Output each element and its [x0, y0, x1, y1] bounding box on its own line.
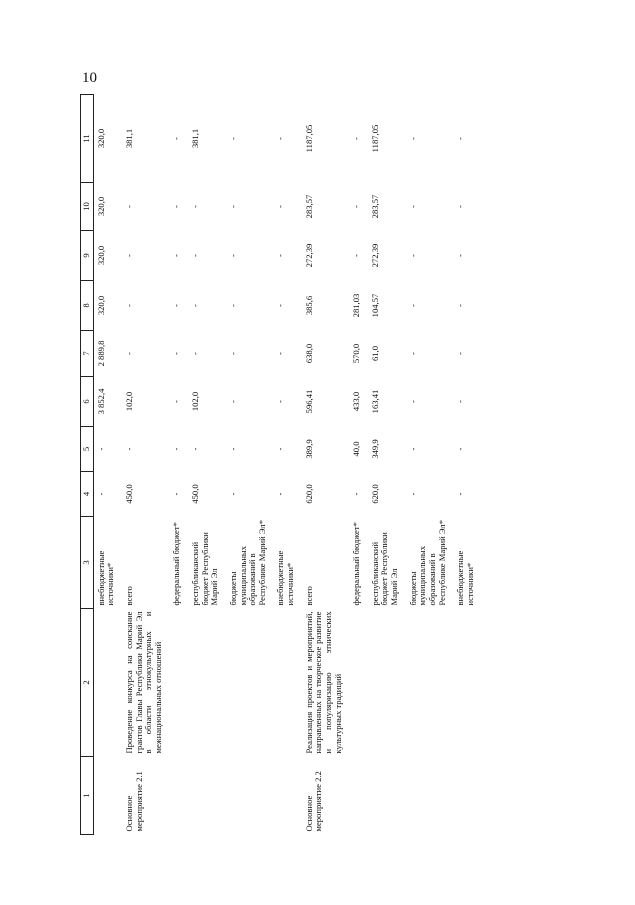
value-cell: 320,0	[95, 196, 106, 217]
value-cell: -	[227, 400, 238, 403]
rotated-table-container	[80, 95, 530, 835]
value-cell: -	[190, 447, 200, 451]
measure-name-cell	[93, 609, 122, 757]
funding-source-cell: всего	[303, 586, 314, 606]
measure-name-cell	[453, 609, 481, 757]
value-cell: -	[95, 492, 106, 496]
value-cell: 450,0	[123, 484, 134, 504]
measure-name-cell: Реализация проектов и мероприятий, направленных на творческое развитие и популяризацию этнических культурных традиций	[303, 611, 343, 754]
value-cell: -	[171, 254, 182, 257]
value-cell: 102,0	[123, 391, 134, 412]
value-cell: -	[275, 304, 286, 307]
value-cell: 320,0	[95, 245, 106, 266]
value-cell: -	[275, 137, 286, 140]
measure-name-cell	[188, 609, 226, 757]
value-cell: 1187,05	[369, 124, 380, 153]
value-cell: -	[275, 492, 286, 496]
value-cell: -	[455, 137, 466, 140]
measure-id-cell	[226, 757, 274, 835]
value-cell: -	[227, 205, 238, 208]
column-header: 9	[81, 231, 94, 281]
funding-source-cell: бюджеты муниципальных образований в Республике Марий Эл*	[407, 519, 447, 606]
value-cell: -	[351, 254, 362, 257]
funding-source-cell: внебюджетные источники*	[95, 550, 116, 606]
column-header: 6	[81, 377, 94, 427]
value-cell: -	[171, 400, 182, 403]
measure-id-cell	[368, 757, 406, 835]
value-cell: 620,0	[303, 484, 314, 504]
value-cell: 2 889,8	[95, 340, 106, 367]
value-cell: -	[171, 205, 182, 208]
value-cell: 281,03	[351, 293, 362, 318]
value-cell: 61,0	[369, 345, 380, 362]
value-cell: -	[407, 447, 418, 451]
column-header: 3	[81, 517, 94, 609]
value-cell: -	[407, 492, 418, 496]
funding-source-cell: федеральный бюджет*	[171, 522, 182, 606]
value-cell: 638,0	[303, 343, 314, 364]
value-cell: -	[227, 352, 238, 355]
measure-name-cell	[349, 609, 368, 757]
value-cell: -	[171, 352, 182, 355]
value-cell: -	[275, 254, 286, 257]
value-cell: -	[171, 304, 182, 307]
measure-id-cell: Основное мероприятие 2.2	[303, 771, 324, 832]
value-cell: -	[455, 304, 466, 307]
value-cell: -	[190, 254, 200, 257]
value-cell: 283,57	[303, 194, 314, 219]
value-cell: -	[407, 254, 418, 257]
value-cell: 104,57	[369, 293, 380, 318]
value-cell: 433,0	[351, 391, 362, 412]
value-cell: 283,57	[369, 194, 380, 219]
value-cell: -	[123, 205, 134, 208]
table-row	[188, 95, 226, 835]
column-header: 7	[81, 331, 94, 377]
funding-source-cell: всего	[123, 586, 134, 606]
value-cell: 163,41	[369, 389, 380, 414]
value-cell: -	[407, 205, 418, 208]
table-row	[226, 95, 274, 835]
value-cell: -	[123, 304, 134, 307]
value-cell: -	[190, 352, 200, 355]
measure-name-cell	[406, 609, 454, 757]
value-cell: 620,0	[369, 484, 380, 504]
value-cell: -	[190, 304, 200, 307]
funding-source-cell: бюджеты муниципальных образований в Республике Марий Эл*	[227, 519, 267, 606]
value-cell: 1187,05	[303, 124, 314, 153]
value-cell: -	[351, 492, 362, 496]
value-cell: -	[275, 352, 286, 355]
value-cell: 349,9	[369, 439, 380, 459]
value-cell: 381,1	[190, 128, 200, 149]
table-body	[93, 95, 481, 835]
measure-id-cell	[169, 757, 188, 835]
value-cell: -	[455, 492, 466, 496]
column-header: 10	[81, 183, 94, 231]
table-row	[273, 95, 301, 835]
value-cell: -	[455, 352, 466, 355]
value-cell: -	[407, 137, 418, 140]
value-cell: -	[227, 304, 238, 307]
value-cell: 320,0	[95, 295, 106, 316]
value-cell: -	[227, 254, 238, 257]
value-cell: -	[171, 492, 182, 496]
table-row	[453, 95, 481, 835]
value-cell: -	[455, 205, 466, 208]
measure-id-cell	[188, 757, 226, 835]
value-cell: -	[455, 400, 466, 403]
value-cell: 40,0	[351, 441, 362, 457]
value-cell: 3 852,4	[95, 388, 106, 415]
value-cell: 102,0	[190, 391, 200, 412]
value-cell: -	[227, 447, 238, 451]
value-cell: -	[407, 304, 418, 307]
value-cell: 381,1	[123, 128, 134, 149]
value-cell: -	[123, 447, 134, 451]
measure-name-cell: Проведение конкурса на соискание грантов Главы Республики Марий Эл в области этнокультурных и межнациональных отношений	[123, 611, 163, 754]
budget-table	[80, 94, 481, 835]
value-cell: 450,0	[190, 484, 200, 504]
value-cell: 272,39	[369, 243, 380, 268]
table-row	[93, 95, 122, 835]
table-row	[349, 95, 368, 835]
value-cell: -	[275, 400, 286, 403]
funding-source-cell: республиканский бюджет Республики Марий Эл	[369, 532, 399, 606]
measure-id-cell	[93, 757, 122, 835]
value-cell: -	[123, 254, 134, 257]
measure-name-cell	[169, 609, 188, 757]
value-cell: -	[351, 137, 362, 140]
measure-id-cell	[453, 757, 481, 835]
value-cell: -	[275, 447, 286, 451]
table-row	[368, 95, 406, 835]
funding-source-cell: внебюджетные источники*	[275, 550, 295, 606]
value-cell: 596,41	[303, 389, 314, 414]
value-cell: -	[171, 447, 182, 451]
value-cell: 389,9	[303, 439, 314, 459]
column-header: 8	[81, 281, 94, 331]
measure-name-cell	[273, 609, 301, 757]
value-cell: 272,39	[303, 243, 314, 268]
column-header: 4	[81, 472, 94, 517]
measure-id-cell	[406, 757, 454, 835]
value-cell: -	[455, 254, 466, 257]
value-cell: 385,6	[303, 295, 314, 316]
table-row	[302, 95, 350, 835]
value-cell: -	[407, 352, 418, 355]
column-header: 2	[81, 609, 94, 757]
value-cell: -	[351, 205, 362, 208]
column-header: 1	[81, 757, 94, 835]
measure-id-cell: Основное мероприятие 2.1	[123, 771, 144, 832]
page-number: 10	[82, 70, 97, 86]
header-row	[81, 95, 94, 835]
funding-source-cell: внебюджетные источники*	[455, 550, 475, 606]
value-cell: -	[171, 137, 182, 140]
column-header: 5	[81, 427, 94, 472]
measure-name-cell	[226, 609, 274, 757]
value-cell: -	[455, 447, 466, 451]
column-header: 11	[81, 95, 94, 183]
value-cell: -	[190, 205, 200, 208]
table-row	[406, 95, 454, 835]
value-cell: -	[407, 400, 418, 403]
funding-source-cell: федеральный бюджет*	[351, 522, 362, 606]
measure-name-cell	[368, 609, 406, 757]
value-cell: 570,0	[351, 343, 362, 364]
measure-id-cell	[273, 757, 301, 835]
value-cell: -	[95, 447, 106, 451]
value-cell: -	[227, 492, 238, 496]
table-row	[122, 95, 170, 835]
value-cell: 320,0	[95, 128, 106, 149]
funding-source-cell: республиканский бюджет Республики Марий Эл	[190, 532, 220, 606]
value-cell: -	[227, 137, 238, 140]
value-cell: -	[123, 352, 134, 355]
value-cell: -	[275, 205, 286, 208]
table-row	[169, 95, 188, 835]
measure-id-cell	[349, 757, 368, 835]
